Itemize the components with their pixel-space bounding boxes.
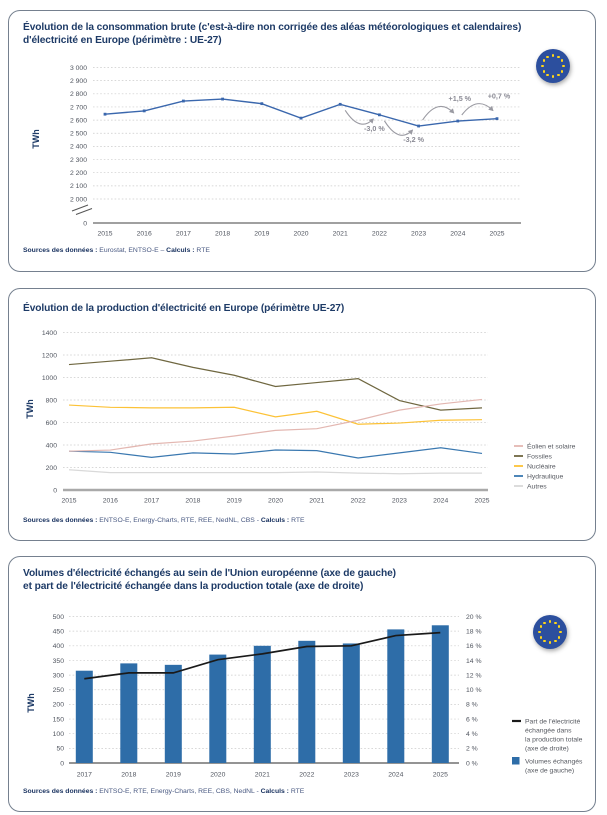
annotation-label: +0,7 %	[487, 91, 511, 101]
y-tick-label: 200	[45, 464, 57, 472]
annotation-label: +1,5 %	[448, 94, 472, 104]
series-line-3	[69, 448, 482, 458]
y-left-tick-label: 350	[52, 657, 64, 665]
title-line: et part de l'électricité échangée dans la production totale (axe de droite)	[23, 581, 364, 592]
y-left-tick-label: 0	[60, 760, 64, 768]
legend-label: Nucléaire	[527, 463, 556, 471]
x-tick-label: 2023	[411, 230, 427, 238]
y-tick-label: 2 500	[69, 130, 87, 138]
data-point-marker	[456, 120, 459, 123]
x-tick-label: 2015	[97, 230, 113, 238]
production-line-chart	[9, 289, 595, 539]
series-consumption	[104, 98, 499, 128]
data-point-marker	[339, 103, 342, 106]
legend-label: Éolien et solaire	[527, 443, 576, 451]
x-tick-label: 2025	[432, 771, 448, 779]
eu-star	[540, 625, 543, 628]
source-note	[23, 788, 304, 795]
x-tick-label: 2021	[332, 230, 348, 238]
x-tick-label: 2020	[210, 771, 226, 779]
source-text: ENTSO-E, RTE, Energy-Charts, REE, CBS, NedNL -	[97, 788, 261, 795]
x-tick-label: 2022	[371, 230, 387, 238]
eu-star	[562, 65, 565, 68]
bar	[209, 655, 226, 763]
y-tick-label: 2 900	[69, 77, 87, 85]
y-tick-label: 1200	[41, 352, 57, 360]
y-right-tick-label: 20 %	[466, 613, 482, 621]
annotations	[345, 92, 511, 144]
legend	[514, 441, 576, 490]
y-tick-label: 800	[45, 397, 57, 405]
y-left-tick-label: 150	[52, 716, 64, 724]
eu-star	[557, 74, 560, 77]
source-label: Sources des données :	[23, 517, 98, 524]
eu-star	[559, 631, 562, 634]
eu-star	[546, 74, 549, 77]
data-point-marker	[182, 100, 185, 103]
x-tick-label: 2022	[299, 771, 315, 779]
legend-label: Hydraulique	[527, 473, 564, 481]
data-point-marker	[260, 102, 263, 105]
bar	[76, 671, 93, 763]
legend-label: (axe de droite)	[525, 745, 569, 753]
eu-star	[540, 636, 543, 639]
y-left-tick-label: 250	[52, 687, 64, 695]
y-tick-label: 2 100	[69, 183, 87, 191]
y-tick-label: 1000	[41, 374, 57, 382]
eu-star	[549, 620, 552, 623]
y-left-tick-label: 400	[52, 643, 64, 651]
y-right-tick-label: 2 %	[466, 745, 478, 753]
y-left-tick-label: 450	[52, 628, 64, 636]
eu-star	[546, 56, 549, 59]
x-tick-label: 2025	[474, 497, 490, 505]
y-tick-label: 400	[45, 442, 57, 450]
y-tick-label: 1400	[41, 329, 57, 337]
data-point-marker	[378, 113, 381, 116]
y-left-tick-label: 300	[52, 672, 64, 680]
x-tick-label: 2023	[391, 497, 407, 505]
y-tick-label: 2 700	[69, 104, 87, 112]
data-point-marker	[143, 109, 146, 112]
legend-label: Volumes échangés	[525, 758, 583, 766]
eu-star	[543, 59, 546, 62]
title-line: d'électricité en Europe (périmètre : UE-27)	[23, 35, 222, 46]
bar	[298, 641, 315, 763]
consumption-line-chart	[9, 11, 595, 270]
x-tick-label: 2018	[215, 230, 231, 238]
calc-text: RTE	[289, 517, 305, 524]
x-tick-label: 2024	[450, 230, 466, 238]
eu-star	[549, 641, 552, 644]
eu-star	[543, 70, 546, 73]
x-tick-label: 2023	[343, 771, 359, 779]
eu-star	[558, 636, 561, 639]
y-axis-title: TWh	[31, 129, 41, 149]
eu-star	[561, 70, 564, 73]
y-right-tick-label: 14 %	[466, 657, 482, 665]
source-label: Sources des données :	[23, 788, 98, 795]
annotation-label: -3,0 %	[364, 123, 385, 133]
y-right-tick-label: 12 %	[466, 672, 482, 680]
data-point-marker	[300, 117, 303, 120]
legend-label: Part de l'électricité	[525, 718, 581, 726]
annotation-arrow	[423, 106, 454, 120]
annotation-label: -3,2 %	[403, 135, 424, 145]
x-tick-label: 2015	[61, 497, 77, 505]
x-tick-label: 2024	[388, 771, 404, 779]
x-tick-label: 2016	[136, 230, 152, 238]
eu-star	[557, 56, 560, 59]
eu-flag-icon	[536, 49, 570, 83]
x-tick-label: 2021	[309, 497, 325, 505]
calc-label: Calculs :	[166, 247, 195, 254]
series-lines	[69, 358, 482, 474]
eu-star	[558, 625, 561, 628]
series-line-2	[69, 405, 482, 424]
x-tick-label: 2025	[489, 230, 505, 238]
annotation-arrow	[462, 104, 493, 115]
panel-consumption-chart	[8, 10, 596, 272]
data-point-marker	[417, 125, 420, 128]
eu-star	[561, 59, 564, 62]
y-tick-label: 3 000	[69, 64, 87, 72]
y-left-tick-label: 50	[56, 745, 64, 753]
y-zero-label: 0	[83, 220, 87, 228]
legend-swatch-bar	[512, 757, 520, 765]
bar	[120, 663, 137, 763]
legend-label: échangée dans	[525, 727, 572, 735]
y-right-tick-label: 10 %	[466, 687, 482, 695]
source-text: ENTSO-E, Energy-Charts, RTE, REE, NedNL, CBS -	[97, 517, 261, 524]
y-tick-label: 2 000	[69, 196, 87, 204]
x-tick-label: 2017	[76, 771, 92, 779]
source-note	[23, 247, 210, 254]
y-tick-label: 2 600	[69, 117, 87, 125]
y-tick-label: 600	[45, 419, 57, 427]
y-tick-label: 0	[53, 487, 57, 495]
series-line-1	[69, 358, 482, 410]
y-axis-title: TWh	[25, 399, 35, 419]
y-right-tick-label: 4 %	[466, 731, 478, 738]
eu-star	[543, 622, 546, 625]
x-tick-label: 2021	[254, 771, 270, 779]
consumption-line	[105, 99, 497, 126]
x-tick-label: 2024	[433, 497, 449, 505]
y-left-tick-label: 100	[52, 731, 64, 738]
y-axis-title: TWh	[26, 693, 36, 713]
y-right-tick-label: 8 %	[466, 701, 478, 709]
eu-star	[552, 54, 555, 57]
eu-star	[538, 631, 541, 634]
eu-star	[554, 622, 557, 625]
title-line: Évolution de la consommation brute (c'est-à-dire non corrigée des aléas météorologiques et calendaires)	[23, 22, 522, 33]
panel-production-chart	[8, 288, 596, 541]
y-tick-label: 2 200	[69, 170, 87, 177]
y-right-tick-label: 18 %	[466, 628, 482, 636]
x-tick-label: 2018	[185, 497, 201, 505]
y-tick-label: 2 300	[69, 156, 87, 164]
source-label: Sources des données :	[23, 247, 98, 254]
legend	[512, 719, 583, 775]
y-right-tick-label: 16 %	[466, 643, 482, 651]
x-tick-label: 2019	[254, 230, 270, 238]
exchanges-bar-line-chart	[9, 557, 595, 810]
y-tick-label: 2 800	[69, 91, 87, 99]
series-line-4	[69, 470, 482, 474]
data-point-marker	[104, 113, 107, 116]
panel-exchanges-chart	[8, 556, 596, 812]
title-line: Évolution de la production d'électricité en Europe (périmètre UE-27)	[23, 303, 345, 314]
x-tick-label: 2022	[350, 497, 366, 505]
title-line: Volumes d'électricité échangés au sein de l'Union européenne (axe de gauche)	[23, 568, 396, 579]
plot-area	[25, 330, 490, 505]
bar	[254, 646, 271, 763]
plot-area	[31, 65, 521, 238]
x-tick-label: 2020	[267, 497, 284, 505]
x-tick-label: 2016	[102, 497, 118, 505]
legend-label: la production totale	[525, 736, 583, 744]
bar	[432, 625, 449, 763]
y-right-tick-label: 6 %	[466, 716, 478, 724]
x-tick-label: 2019	[165, 771, 181, 779]
bar	[343, 643, 360, 763]
calc-label: Calculs :	[260, 517, 290, 524]
eu-star	[541, 65, 544, 68]
eu-star	[543, 640, 546, 643]
eu-star	[554, 640, 557, 643]
y-right-tick-label: 0 %	[466, 760, 478, 768]
source-note	[23, 517, 305, 524]
bar	[165, 665, 182, 763]
x-tick-label: 2019	[226, 497, 242, 505]
x-tick-label: 2018	[121, 771, 137, 779]
source-text: Eurostat, ENTSO-E –	[97, 247, 167, 254]
legend-label: (axe de gauche)	[525, 767, 575, 775]
x-tick-label: 2020	[293, 230, 309, 238]
x-tick-label: 2017	[144, 497, 160, 505]
bar	[387, 629, 404, 763]
legend-label: Autres	[527, 483, 547, 491]
y-left-tick-label: 200	[52, 701, 64, 709]
legend-label: Fossiles	[527, 453, 552, 461]
data-point-marker	[221, 98, 224, 101]
eu-star	[552, 75, 555, 78]
calc-label: Calculs :	[260, 788, 289, 795]
y-tick-label: 2 400	[69, 143, 87, 151]
plot-area	[26, 614, 482, 779]
calc-text: RTE	[194, 247, 210, 254]
x-tick-label: 2017	[175, 230, 191, 238]
calc-text: RTE	[288, 788, 305, 795]
y-left-tick-label: 500	[52, 613, 64, 621]
eu-flag-icon	[533, 615, 567, 649]
data-point-marker	[496, 117, 499, 120]
axis-break	[72, 205, 88, 211]
